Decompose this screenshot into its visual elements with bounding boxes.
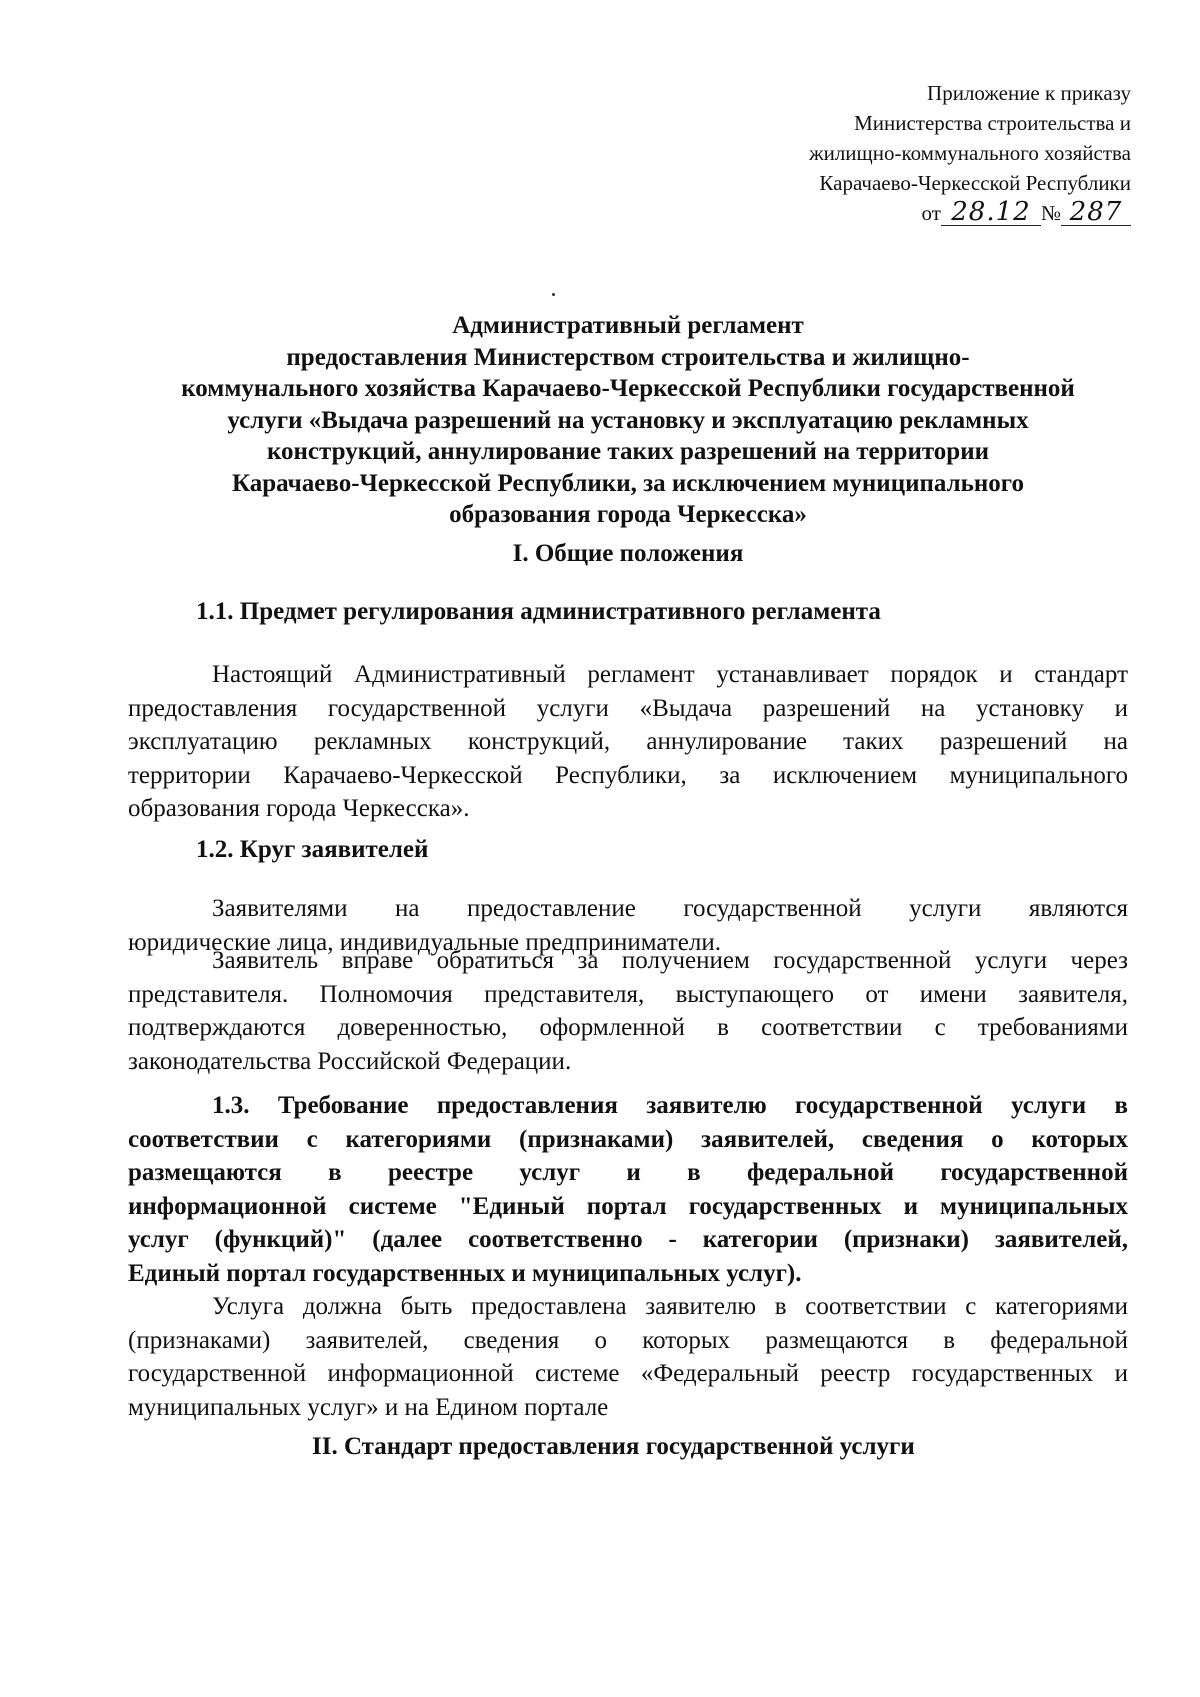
heading-line: 1.3. Требование предоставления заявителю государственной услуги в [212,1092,1128,1119]
paragraph-line: юридические лица, индивидуальные предприниматели. [128,928,721,956]
paragraph-line: муниципальных услуг» и на Едином портале [128,1393,609,1421]
document-title [128,310,1128,531]
paragraph-line: территории Карачаево-Черкесской Республики, за исключением муниципального [128,761,1128,789]
paragraph-line: Заявитель вправе обратиться за получением государственной услуги через [212,947,1128,974]
title-line: образования города Черкесска» [449,501,807,528]
appendix-line: Карачаево-Черкесской Республики [819,171,1131,195]
title-line: услуги «Выдача разрешений на установку и эксплуатацию рекламных [227,406,1029,434]
subsection-1-1-paragraph [128,658,1128,826]
subsection-1-1-heading: 1.1. Предмет регулирования административного регламента [196,598,881,625]
handwritten-number: 287 [1061,199,1131,226]
subsection-1-2-heading: 1.2. Круг заявителей [196,836,429,863]
paragraph-line: Настоящий Административный регламент устанавливает порядок и стандарт [212,661,1128,688]
subsection-1-3-paragraph [128,1290,1128,1424]
paragraph-line: представителя. Полномочия представителя, выступающего от имени заявителя, [128,980,1128,1008]
from-label: от [921,201,941,225]
appendix-line: Приложение к приказу [927,81,1131,105]
appendix-line: жилищно-коммунального хозяйства [809,141,1131,165]
paragraph-line: эксплуатацию рекламных конструкций, аннулирование таких разрешений на [128,728,1128,755]
paragraph-line: законодательства Российской Федерации. [128,1047,572,1075]
appendix-line: Министерства строительства и [854,111,1131,135]
subsection-1-2-paragraph-2 [128,944,1128,1078]
section-2-heading: II. Стандарт предоставления государственной услуги [312,1433,915,1460]
heading-line: услуг (функций)" (далее соответственно - категории (признаки) заявителей, [128,1226,1128,1253]
subsection-1-3-heading [128,1089,1128,1290]
order-date-number-line [711,198,1131,228]
section-1-heading: I. Общие положения [512,540,744,567]
paragraph-line: (признаками) заявителей, сведения о которых размещаются в федеральной [128,1326,1128,1354]
paragraph-line: предоставления государственной услуги «Выдача разрешений на установку и [128,694,1128,722]
heading-line: информационной системе "Единый портал государственных и муниципальных [128,1192,1128,1220]
title-line: Карачаево-Черкесской Республики, за исключением муниципального [231,469,1025,497]
handwritten-date: 28.12 [941,199,1041,226]
paragraph-line: подтверждаются доверенностью, оформленной в соответствии с требованиями [128,1014,1128,1041]
paragraph-line: Заявителями на предоставление государственной услуги являются [212,895,1128,922]
paragraph-line: Услуга должна быть предоставлена заявителю в соответствии с категориями [212,1293,1128,1320]
scan-speck [552,293,555,296]
number-label: № [1040,201,1061,225]
paragraph-line: образования города Черкесска». [128,795,470,822]
heading-line: Единый портал государственных и муниципальных услуг). [128,1259,802,1287]
heading-line: соответствии с категориями (признаками) заявителей, сведения о которых [128,1125,1128,1153]
title-line: Административный регламент [452,312,804,339]
heading-line: размещаются в реестре услуг и в федеральной государственной [128,1159,1128,1186]
title-line: конструкций, аннулирование таких разрешений на территории [266,438,990,465]
title-line: коммунального хозяйства Карачаево-Черкесской Республики государственной [181,375,1075,402]
paragraph-line: государственной информационной системе «Федеральный реестр государственных и [128,1360,1128,1387]
appendix-header [711,78,1131,228]
title-line: предоставления Министерством строительства и жилищно- [286,343,970,371]
